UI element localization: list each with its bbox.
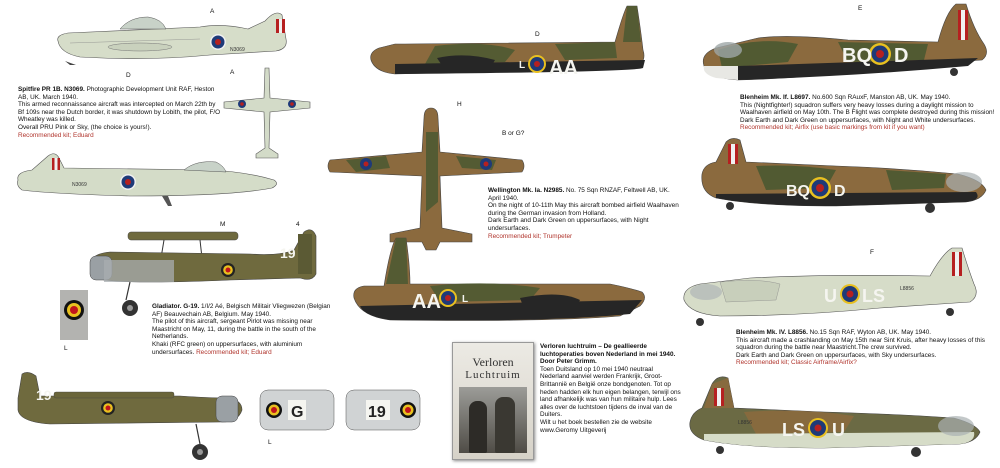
- book-cover-title-2: Luchtruim: [465, 369, 521, 381]
- gladiator-roundel: [60, 290, 100, 360]
- wellington-text3: Dark Earth and Dark Green on uppersurfaces, with Night undersurfaces.: [488, 217, 649, 232]
- blenheim1-code-d: D: [894, 45, 909, 67]
- spitfire-kit: Recommended kit; Eduard: [18, 131, 94, 139]
- wellington-title: Wellington Mk. Ia. N2985.: [488, 187, 565, 194]
- gladiator-kit: Recommended kit; Eduard: [196, 348, 272, 356]
- blenheim1-text2: This (Nightfighter!) squadron suffers very heavy losses during a daylight mission to Waalhaven airfield on May 10th. The B Flight was complete destroyed during this mission!: [740, 101, 995, 117]
- blenheim1-side-view: [698, 0, 993, 85]
- wellington-code-l-2: L: [462, 294, 469, 305]
- spitfire-caption: [18, 86, 223, 139]
- wellington-marker-bg: B or G?: [502, 130, 525, 137]
- wellington-marker-h: H: [457, 101, 462, 108]
- book-cover-figure-1: [469, 401, 487, 453]
- gladiator-marker-l: L: [64, 345, 68, 352]
- wellington-side-view: [365, 2, 655, 108]
- gladiator-title: Gladiator. G-19.: [152, 303, 200, 310]
- blenheim4-text3: Dark Earth and Dark Green on uppersurfaces, with Sky undersurfaces.: [736, 351, 937, 359]
- book-cover-figure-2: [495, 397, 515, 453]
- spitfire-marker-a: A: [210, 8, 215, 15]
- book-title: Verloren luchtruim – De geallieerde luchtoperaties boven Nederland in mei 1940. Door Peter Grimm.: [540, 343, 676, 366]
- blenheim1-caption: [740, 94, 996, 132]
- blenheim4-code-ls: LS: [862, 286, 886, 306]
- blenheim1-code-bq: BQ: [842, 45, 872, 67]
- blenheim4-serial-2: L8856: [738, 420, 752, 426]
- blenheim4-text2: This aircraft made a crashlanding on May 15th near Sint Kruis, after heavy losses of this squadron during the battle near Maastricht.The crew survived.: [736, 336, 986, 352]
- spitfire-text2: This armed reconnaissance aircraft was intercepted on March 22th by Bf 109s near the Dutch border, it was shutdown by Lobith, the pilot, F/O Wheatley was killed.: [18, 101, 221, 124]
- gladiator-code: 19: [280, 245, 296, 261]
- blenheim1-text1: No.600 Sqn RAuxF, Manston AB, UK. May 1940.: [812, 94, 951, 101]
- wellington-text2: On the night of 10-11th May this aircraft bombed airfield Waalhaven during the German invasion from Holland.: [488, 202, 679, 217]
- blenheim4-code-u: U: [824, 286, 837, 306]
- gladiator-text1: 1/I/2 Aé, Belgisch Militair Vliegwezen (Belgian AF) Beauvechain AB, Belgium. May 1940.: [152, 303, 331, 318]
- blenheim4-side-view: [680, 244, 985, 329]
- gladiator-side-view-2: [10, 368, 250, 463]
- wellington-kit: Recommended kit; Trumpeter: [488, 232, 573, 240]
- blenheim1-marker-e: E: [858, 5, 863, 12]
- blenheim1-code-d-2: D: [834, 183, 846, 200]
- spitfire-serial-side: N3069: [230, 47, 245, 53]
- blenheim1-code-b: BQ: [786, 183, 810, 200]
- gladiator-marker-4: 4: [296, 221, 300, 228]
- gladiator-wing-underside: [258, 388, 438, 463]
- book-cover-title-1: Verloren: [472, 355, 514, 369]
- gladiator-marker-m: M: [220, 221, 226, 228]
- gladiator-text2: The pilot of this aircraft, sergeant Pirlot was missing near Maastricht on May, 11, during the battle in the south of the Netherlands.: [152, 318, 316, 341]
- wellington-marker-d: D: [535, 31, 540, 38]
- wellington-text1: No. 75 Sqn RNZAF, Feltwell AB, UK. April 1940.: [488, 187, 670, 202]
- spitfire-top-marker-a: A: [230, 69, 235, 76]
- blenheim4-side-view-2: [684, 372, 989, 462]
- spitfire-text1: Photographic Development Unit RAF, Heston AB, UK. March 1940.: [18, 86, 215, 101]
- blenheim4-marker-f: F: [870, 249, 874, 256]
- blenheim1-title: Blenheim Mk. If. L8697.: [740, 94, 811, 101]
- blenheim4-text1: No.15 Sqn RAF, Wyton AB, UK. May 1940.: [809, 329, 932, 336]
- wellington-caption: [488, 187, 680, 240]
- book-cover[interactable]: [452, 342, 534, 460]
- gladiator-wing-g: G: [291, 404, 304, 421]
- spitfire-serial-side-2: N3069: [72, 182, 87, 188]
- blenheim4-code-u-2: U: [832, 420, 845, 440]
- blenheim1-text3: Dark Earth and Dark Green on uppersurfaces, with Night and White undersurfaces.: [740, 116, 976, 124]
- gladiator-caption: [152, 303, 337, 356]
- blenheim4-serial: L8856: [900, 286, 914, 292]
- gladiator-wing-code: 19: [368, 404, 386, 421]
- spitfire-title: Spitfire PR 1B. N3069.: [18, 86, 85, 93]
- gladiator-text3: Khaki (RFC green) on uppersurfaces, with aluminium undersurfaces.: [152, 340, 303, 356]
- wellington-code-l: L: [519, 60, 526, 71]
- blenheim4-title: Blenheim Mk. IV. L8856.: [736, 329, 808, 336]
- blenheim4-caption: [736, 329, 996, 367]
- spitfire-side-view-2: [12, 150, 282, 210]
- spitfire-marker-d: D: [126, 72, 131, 79]
- blenheim1-kit: Recommended kit; Airfix (use basic markings from kit if you want): [740, 124, 925, 132]
- wellington-side-view-2: [350, 236, 650, 336]
- book-text: Toen Duitsland op 10 mei 1940 neutraal Nederland aanviel werden Frankrijk, Groot-Brittannië en België onze bondgenoten. Tot op heden hadden elk hun eigen belangen, terwijl ons land afhankelijk was van hun militaire hulp. Lees alles over de luchtstoen tijdens de inval van de Duiters.: [540, 365, 681, 419]
- book-order: Wilt u het boek bestellen zie de website www.Geromy Uitgeverij: [540, 418, 652, 434]
- spitfire-text3: Overall PRU Pink or Sky, (the choice is yours!).: [18, 123, 152, 131]
- gladiator-code-2: 19: [36, 387, 52, 403]
- gladiator-wing-marker-l: L: [268, 439, 272, 446]
- book-caption: [540, 343, 682, 434]
- wellington-code-aa: AA: [549, 57, 578, 79]
- wellington-code-aa-2: AA: [412, 291, 441, 313]
- blenheim1-side-view-2: [696, 134, 991, 219]
- blenheim4-kit: Recommended kit; Classic Airframe/Airfix?: [736, 359, 857, 367]
- blenheim4-code-ls-2: LS: [782, 420, 806, 440]
